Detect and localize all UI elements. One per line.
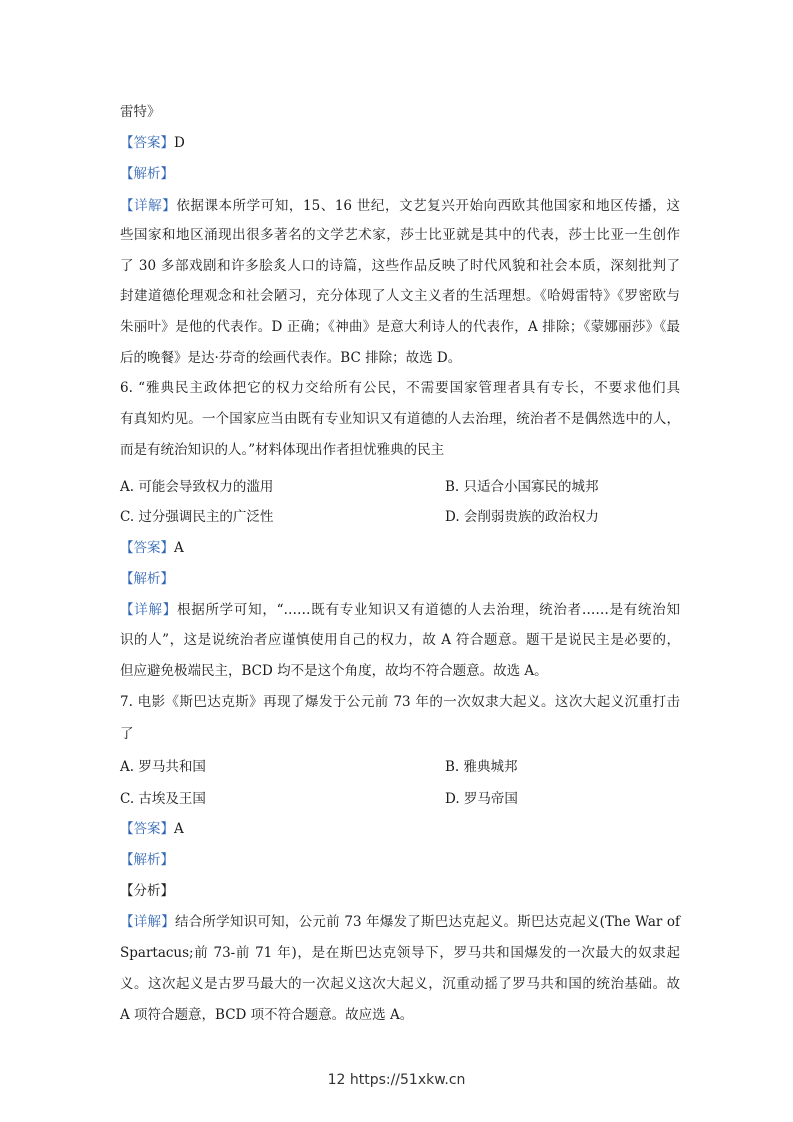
text-line: 但应避免极端民主，BCD 均不是这个角度，故均不符合题意。故选 A。 — [120, 663, 548, 679]
text-line: Spartacus;前 73-前 71 年)，是在斯巴达克领导下，罗马共和国爆发的一次最大的奴隶起 — [120, 945, 680, 961]
analysis-label: 【解析】 — [120, 166, 174, 182]
text-line: 些国家和地区涌现出很多著名的文学艺术家，莎士比亚就是其中的代表，莎士比亚一生创作 — [120, 227, 680, 243]
question-6-stem: 6. “雅典民主政体把它的权力交给所有公民，不需要国家管理者具有专长，不要求他们具 — [120, 380, 680, 396]
analysis-label: 【解析】 — [120, 852, 174, 868]
text-line: 了 30 多部戏剧和许多脍炙人口的诗篇，这些作品反映了时代风貌和社会本质，深刻批判了 — [120, 258, 680, 274]
option-d: D. 罗马帝国 — [445, 791, 518, 807]
answer-label: 【答案】A — [120, 821, 184, 837]
question-7-stem: 了 — [120, 726, 134, 742]
option-d: D. 会削弱贵族的政治权力 — [445, 509, 599, 525]
answer-label: 【答案】D — [120, 135, 185, 151]
text-line: 封建道德伦理观念和社会陋习，充分体现了人文主义者的生活理想。《哈姆雷特》《罗密欧与 — [120, 288, 680, 304]
analysis-label: 【分析】 — [120, 883, 174, 899]
question-7-stem: 7. 电影《斯巴达克斯》再现了爆发于公元前 73 年的一次奴隶大起义。这次大起义沉重打击 — [120, 694, 680, 710]
page-footer: 12 https://51xkw.cn — [327, 1072, 466, 1088]
analysis-label: 【解析】 — [120, 571, 174, 587]
option-c: C. 过分强调民主的广泛性 — [120, 509, 274, 525]
text-line: 朱丽叶》是他的代表作。D 正确；《神曲》是意大利诗人的代表作，A 排除；《蒙娜丽莎》《最 — [120, 319, 680, 335]
text-line: 后的晚餐》是达·芬奇的绘画代表作。BC 排除；故选 D。 — [120, 350, 462, 366]
option-b: B. 雅典城邦 — [445, 759, 518, 775]
option-c: C. 古埃及王国 — [120, 791, 206, 807]
question-6-stem: 有真知灼见。一个国家应当由既有专业知识又有道德的人去治理，统治者不是偶然选中的人， — [120, 411, 680, 427]
text-line: 【详解】依据课本所学可知，15、16 世纪，文艺复兴开始向西欧其他国家和地区传播，这 — [120, 198, 681, 214]
text-line: 识的人”，这是说统治者应谨慎使用自己的权力，故 A 符合题意。题干是说民主是必要的， — [120, 632, 680, 648]
text-line: A 项符合题意，BCD 项不符合题意。故应选 A。 — [120, 1007, 414, 1023]
text-line: 雷特》 — [120, 104, 161, 120]
option-a: A. 可能会导致权力的滥用 — [120, 479, 274, 495]
text-line: 义。这次起义是古罗马最大的一次起义这次大起义，沉重动摇了罗马共和国的统治基础。故 — [120, 976, 680, 992]
answer-label: 【答案】A — [120, 540, 184, 556]
text-line: 【详解】结合所学知识可知，公元前 73 年爆发了斯巴达克起义。斯巴达克起义(The War of — [120, 914, 680, 930]
option-b: B. 只适合小国寡民的城邦 — [445, 479, 599, 495]
question-6-stem: 而是有统治知识的人。”材料体现出作者担忧雅典的民主 — [120, 442, 445, 458]
option-a: A. 罗马共和国 — [120, 759, 206, 775]
text-line: 【详解】根据所学可知，“……既有专业知识又有道德的人去治理，统治者……是有统治知 — [120, 602, 681, 618]
